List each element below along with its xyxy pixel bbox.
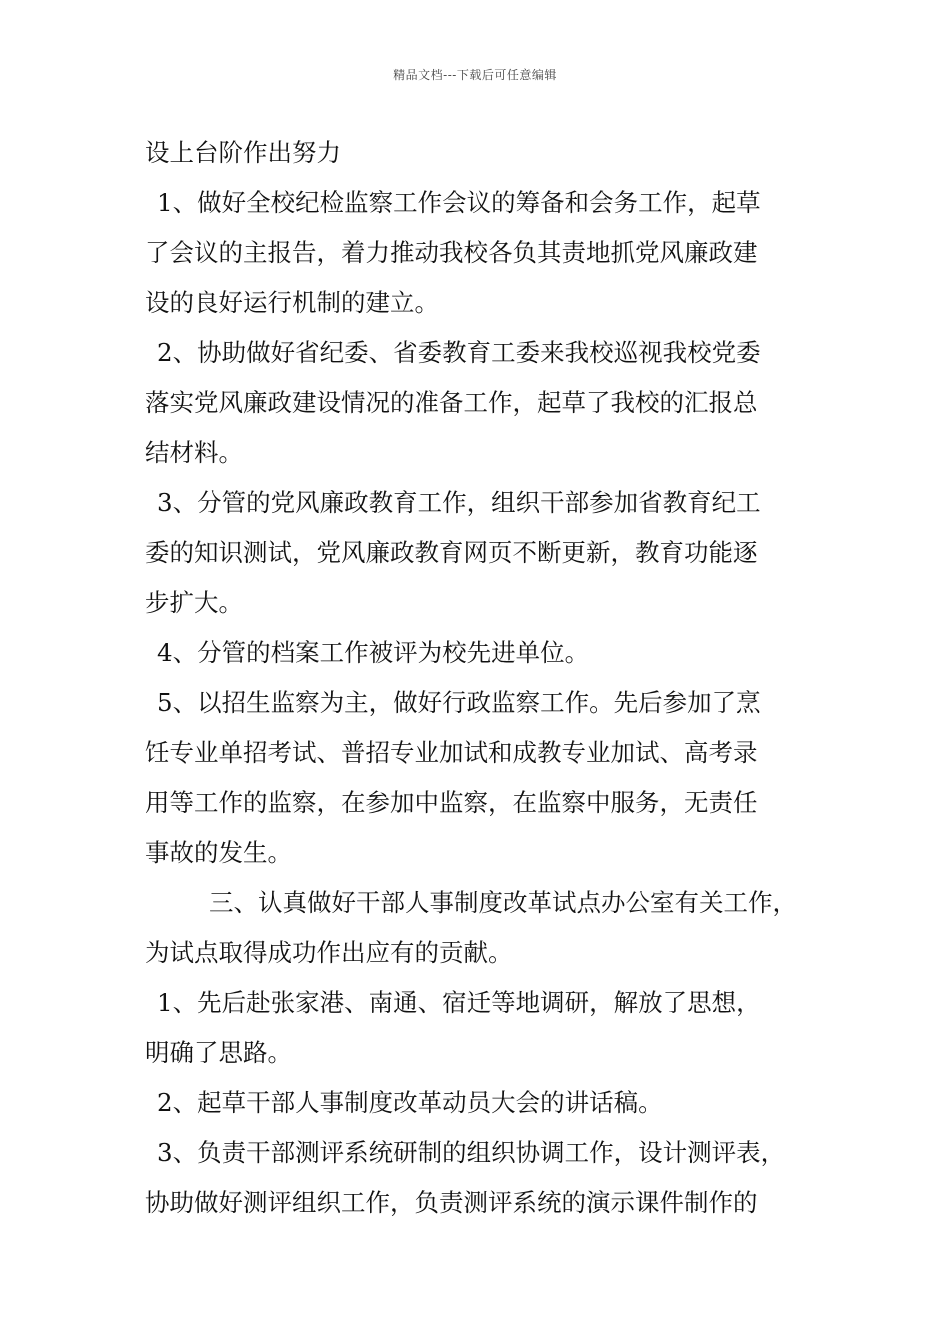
paragraph-line: 3、负责干部测评系统研制的组织协调工作，设计测评表， — [157, 1138, 786, 1167]
paragraph-line: 饪专业单招考试、普招专业加试和成教专业加试、高考录 — [145, 738, 758, 767]
page-header: 精品文档---下载后可任意编辑 — [393, 68, 557, 82]
document-body — [145, 128, 825, 1228]
paragraph-line: 了会议的主报告，着力推动我校各负其责地抓党风廉政建 — [145, 238, 758, 267]
paragraph-line: 1、先后赴张家港、南通、宿迁等地调研，解放了思想， — [157, 988, 761, 1017]
paragraph-line: 事故的发生。 — [145, 838, 292, 867]
paragraph-line: 设的良好运行机制的建立。 — [145, 288, 439, 317]
paragraph-line: 2、协助做好省纪委、省委教育工委来我校巡视我校党委 — [157, 338, 761, 367]
paragraph-line: 设上台阶作出努力 — [145, 138, 341, 167]
paragraph-line: 结材料。 — [145, 438, 243, 467]
paragraph-line: 2、起草干部人事制度改革动员大会的讲话稿。 — [157, 1088, 663, 1117]
paragraph-line: 委的知识测试，党风廉政教育网页不断更新，教育功能逐 — [145, 538, 758, 567]
paragraph-line: 1、做好全校纪检监察工作会议的筹备和会务工作，起草 — [157, 188, 761, 217]
paragraph-line: 为试点取得成功作出应有的贡献。 — [145, 938, 513, 967]
section-heading-line: 三、认真做好干部人事制度改革试点办公室有关工作， — [209, 888, 797, 917]
paragraph-line: 落实党风廉政建设情况的准备工作，起草了我校的汇报总 — [145, 388, 758, 417]
paragraph-line: 明确了思路。 — [145, 1038, 292, 1067]
paragraph-line: 4、分管的档案工作被评为校先进单位。 — [157, 638, 590, 667]
paragraph-line: 用等工作的监察，在参加中监察，在监察中服务，无责任 — [145, 788, 758, 817]
paragraph-line: 步扩大。 — [145, 588, 243, 617]
paragraph-line: 协助做好测评组织工作，负责测评系统的演示课件制作的 — [145, 1188, 758, 1217]
paragraph-line: 5、以招生监察为主，做好行政监察工作。先后参加了烹 — [157, 688, 761, 717]
paragraph-line: 3、分管的党风廉政教育工作，组织干部参加省教育纪工 — [157, 488, 761, 517]
